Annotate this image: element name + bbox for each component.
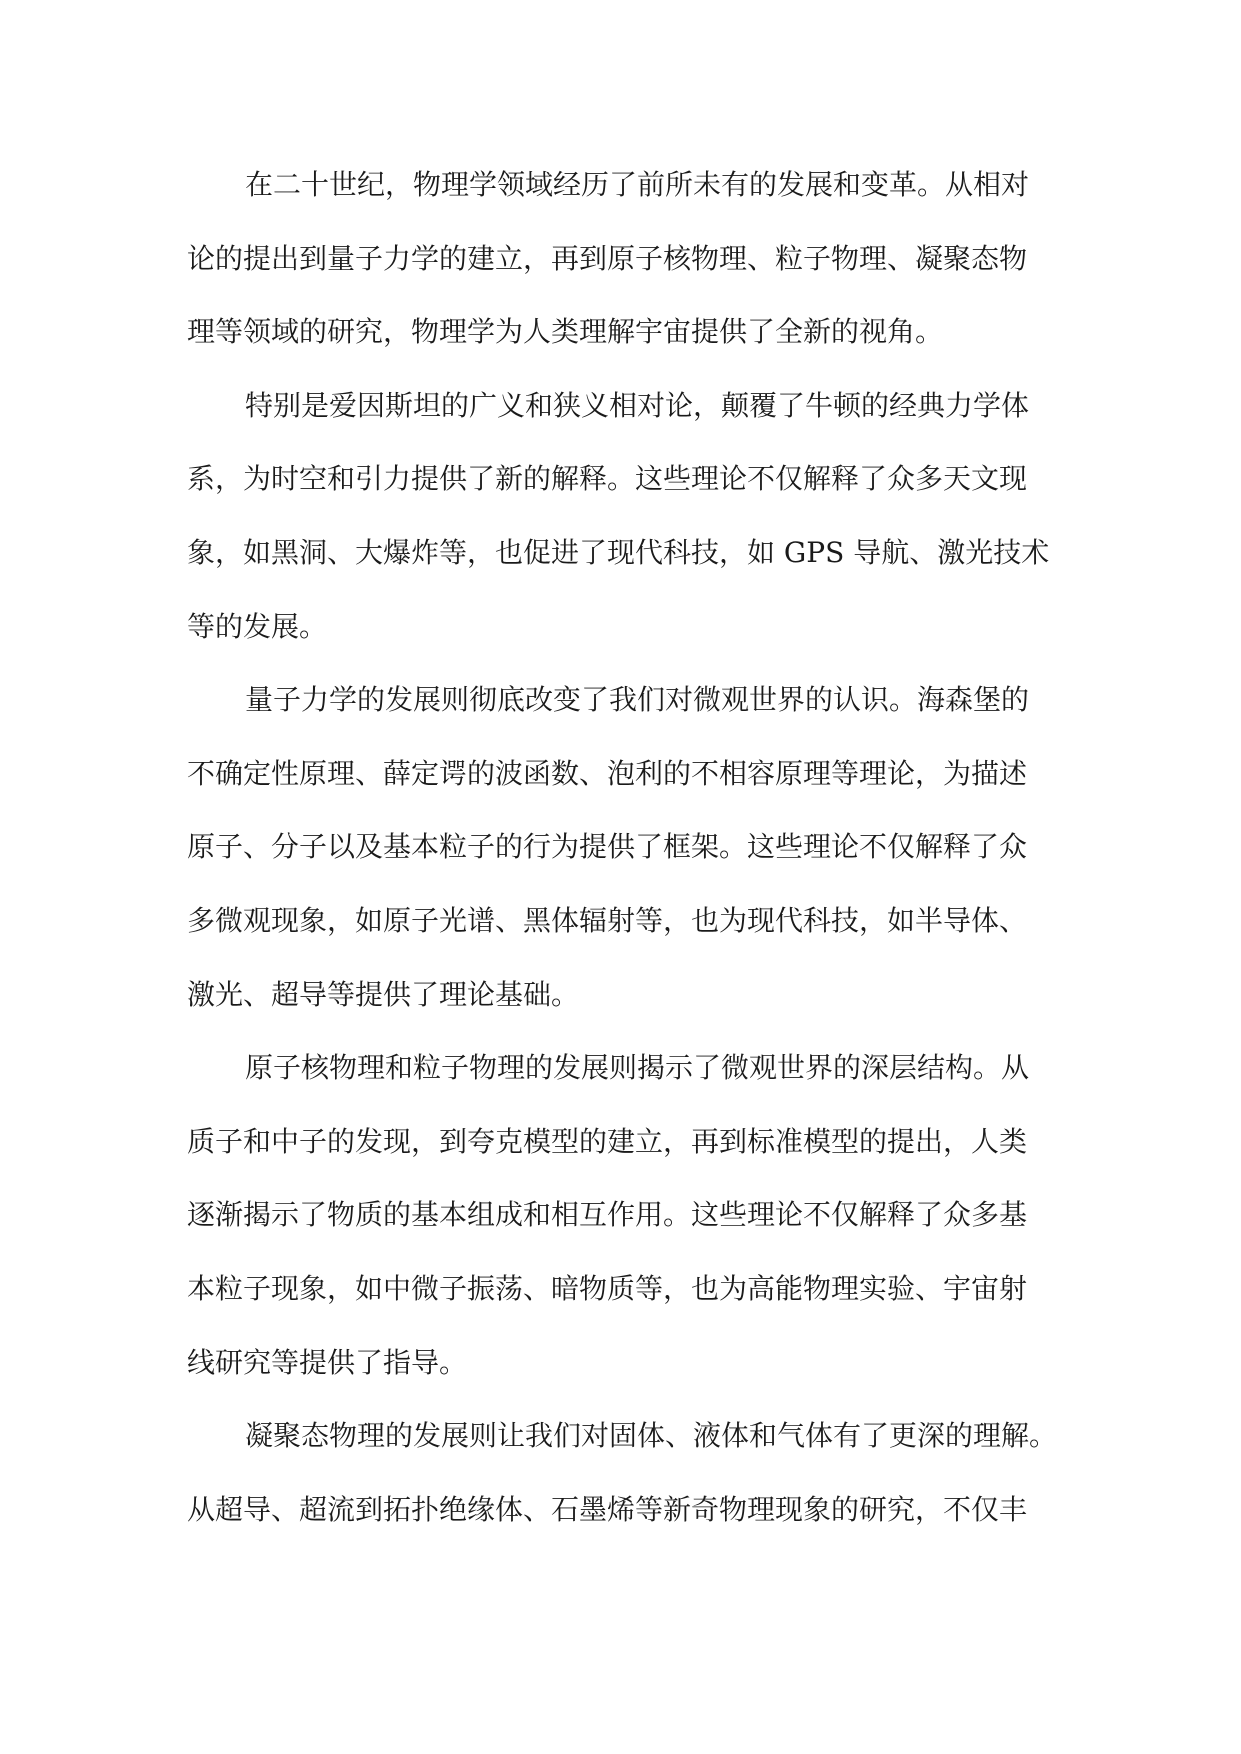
text-line: 量子力学的发展则彻底改变了我们对微观世界的认识。海森堡的 <box>245 683 1030 717</box>
text-line: 原子核物理和粒子物理的发展则揭示了微观世界的深层结构。从 <box>245 1051 1030 1085</box>
paragraph <box>187 1031 1047 1399</box>
text-line: 象，如黑洞、大爆炸等，也促进了现代科技，如 GPS 导航、激光技术 <box>187 535 1050 569</box>
text-line: 凝聚态物理的发展则让我们对固体、液体和气体有了更深的理解。 <box>245 1419 1058 1453</box>
text-line: 激光、超导等提供了理论基础。 <box>187 977 580 1011</box>
text-line: 从超导、超流到拓扑绝缘体、石墨烯等新奇物理现象的研究，不仅丰 <box>187 1492 1028 1526</box>
text-line: 特别是爱因斯坦的广义和狭义相对论，颠覆了牛顿的经典力学体 <box>245 388 1030 422</box>
text-line: 线研究等提供了指导。 <box>187 1345 468 1379</box>
text-line: 不确定性原理、薛定谔的波函数、泡利的不相容原理等理论，为描述 <box>187 756 1028 790</box>
text-line: 等的发展。 <box>187 609 328 643</box>
text-line: 理等领域的研究，物理学为人类理解宇宙提供了全新的视角。 <box>187 315 944 349</box>
text-line: 系，为时空和引力提供了新的解释。这些理论不仅解释了众多天文现 <box>187 462 1028 496</box>
text-line: 论的提出到量子力学的建立，再到原子核物理、粒子物理、凝聚态物 <box>187 241 1028 275</box>
paragraph <box>187 663 1047 1031</box>
paragraph <box>187 1399 1058 1546</box>
text-line: 原子、分子以及基本粒子的行为提供了框架。这些理论不仅解释了众 <box>187 830 1028 864</box>
paragraph <box>187 369 1050 663</box>
text-line: 多微观现象，如原子光谱、黑体辐射等，也为现代科技，如半导体、 <box>187 903 1028 937</box>
text-line: 逐渐揭示了物质的基本组成和相互作用。这些理论不仅解释了众多基 <box>187 1198 1028 1232</box>
paragraph <box>187 148 1047 369</box>
document-body <box>187 148 1058 1546</box>
text-line: 质子和中子的发现，到夸克模型的建立，再到标准模型的提出，人类 <box>187 1124 1028 1158</box>
text-line: 在二十世纪，物理学领域经历了前所未有的发展和变革。从相对 <box>245 168 1030 201</box>
text-line: 本粒子现象，如中微子振荡、暗物质等，也为高能物理实验、宇宙射 <box>187 1271 1028 1305</box>
